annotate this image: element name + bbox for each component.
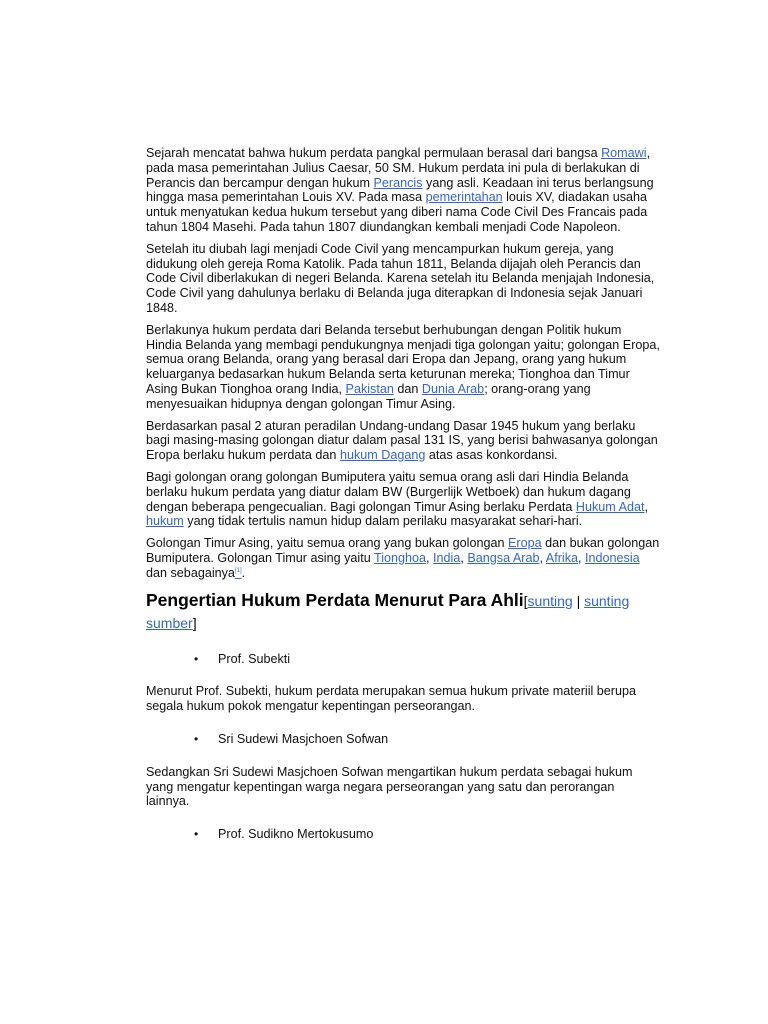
paragraph-history	[146, 146, 660, 235]
text: dan	[393, 381, 422, 396]
paragraph-bumiputera	[146, 470, 660, 529]
text: Sejarah mencatat bahwa hukum perdata pangkal permulaan berasal dari bangsa	[146, 146, 602, 160]
text: Bagi golongan orang golongan Bumiputera yaitu semua orang asli dari Hindia Belanda berlaku hukum perdata yang diatur dalam BW (Burgerlijk Wetboek) dan hukum dagang dengan beberapa pengecualian. Bagi golongan Timur Asing berlaku Perdata	[146, 469, 631, 514]
list-item: • Prof. Subekti	[146, 652, 660, 667]
reference-link[interactable]	[235, 566, 242, 580]
link-bangsa-arab[interactable]: Bangsa Arab	[467, 550, 540, 565]
link-hukum-adat[interactable]: Hukum Adat	[575, 499, 645, 514]
link-indonesia[interactable]: Indonesia	[585, 550, 640, 565]
link-india[interactable]: India	[433, 550, 461, 565]
expert-list-1	[146, 652, 660, 667]
paragraph-subekti: Menurut Prof. Subekti, hukum perdata merupakan semua hukum private materiil berupa segala hukum pokok mengatur kepentingan perseorangan.	[146, 684, 637, 714]
text: ,	[539, 550, 546, 565]
text: dan bukan golongan Bumiputera. Golongan Timur asing yaitu	[146, 536, 660, 565]
reference-marker: [1]	[234, 567, 242, 574]
bracket: ]	[192, 614, 197, 631]
link-dunia-arab[interactable]: Dunia Arab	[421, 381, 485, 396]
paragraph-sudewi: Sedangkan Sri Sudewi Masjchoen Sofwan mengartikan hukum perdata sebagai hukum yang mengatur kepentingan warga negara perseorangan yang satu dan perorangan lainnya.	[146, 764, 633, 809]
text: ,	[426, 550, 434, 565]
link-pemerintahan[interactable]: pemerintahan	[425, 190, 503, 205]
text: yang asli. Keadaan ini terus berlangsung hingga masa pemerintahan Louis XV. Pada masa	[146, 175, 654, 205]
link-pakistan[interactable]: Pakistan	[345, 381, 394, 396]
paragraph-pasal-131	[146, 419, 660, 463]
link-romawi[interactable]: Romawi	[601, 146, 647, 160]
text: , pada masa pemerintahan Julius Caesar, 50 SM. Hukum perdata ini pula di berlakukan di Perancis dan bercampur dengan hukum	[146, 146, 651, 190]
text: louis XV, diadakan usaha untuk menyatukan kedua hukum tersebut yang diberi nama Code Civil Des Francais pada tahun 1804 Masehi. Pada tahun 1807 diundangkan kembali menjadi Code Napoleon.	[146, 190, 648, 234]
text: Berlakunya hukum perdata dari Belanda tersebut berhubungan dengan Politik hukum Hindia Belanda yang membagi pendukungnya menjadi tiga golongan yaitu; golongan Eropa, semua orang Belanda, orang yang berasal dari Eropa dan Jepang, orang yang hukum keluarganya bedasarkan hukum Belanda serta keturunan mereka; Tionghoa dan Timur Asing Bukan Tionghoa orang India,	[146, 322, 660, 396]
text: ; orang-orang yang menyesuaikan hidupnya dengan golongan Timur Asing.	[146, 381, 591, 411]
text: ,	[460, 550, 468, 565]
text: ,	[644, 499, 649, 514]
text: Golongan Timur Asing, yaitu semua orang yang bukan golongan	[146, 536, 508, 551]
edit-source-link[interactable]: sunting sumber	[146, 592, 630, 631]
text: atas asas konkordansi.	[425, 448, 558, 463]
bracket: [	[523, 592, 528, 609]
link-afrika[interactable]: Afrika	[545, 550, 578, 565]
link-tionghoa[interactable]: Tionghoa	[373, 550, 427, 565]
paragraph-code-civil: Setelah itu diubah lagi menjadi Code Civil yang mencampurkan hukum gereja, yang didukung oleh gereja Roma Katolik. Pada tahun 1811, Belanda dijajah oleh Perancis dan Code Civil diberlakukan di negeri Belanda. Karena setelah itu Belanda menjajah Indonesia, Code Civil yang dahulunya berlaku di Belanda juga diterapkan di Indonesia sejak Januari 1848.	[146, 241, 655, 315]
text: ,	[578, 550, 585, 565]
text: .	[241, 565, 246, 580]
separator: |	[572, 592, 585, 609]
link-eropa[interactable]: Eropa	[507, 536, 542, 551]
list-item: • Prof. Sudikno Mertokusumo	[146, 827, 660, 842]
paragraph-politik-hukum	[146, 323, 660, 412]
heading-text: Pengertian Hukum Perdata Menurut Para Ahli	[146, 589, 524, 610]
expert-list-2	[146, 732, 660, 747]
document-body	[146, 146, 660, 860]
expert-list-3	[146, 827, 660, 842]
edit-link[interactable]: sunting	[527, 592, 573, 609]
paragraph-timur-asing	[146, 536, 660, 580]
text: yang tidak tertulis namun hidup dalam perilaku masyarakat sehari-hari.	[183, 514, 583, 529]
link-perancis[interactable]: Perancis	[373, 175, 423, 190]
section-heading	[146, 590, 660, 634]
text: Berdasarkan pasal 2 aturan peradilan Undang-undang Dasar 1945 hukum yang berlaku bagi masing-masing golongan diatur dalam pasal 131 IS, yang berisi bahwasanya golongan Eropa berlaku hukum perdata dan	[146, 418, 658, 463]
link-hukum-dagang[interactable]: hukum Dagang	[339, 448, 426, 463]
list-item: • Sri Sudewi Masjchoen Sofwan	[146, 732, 660, 747]
text: dan sebagainya	[146, 565, 235, 580]
link-hukum[interactable]: hukum	[146, 514, 184, 529]
